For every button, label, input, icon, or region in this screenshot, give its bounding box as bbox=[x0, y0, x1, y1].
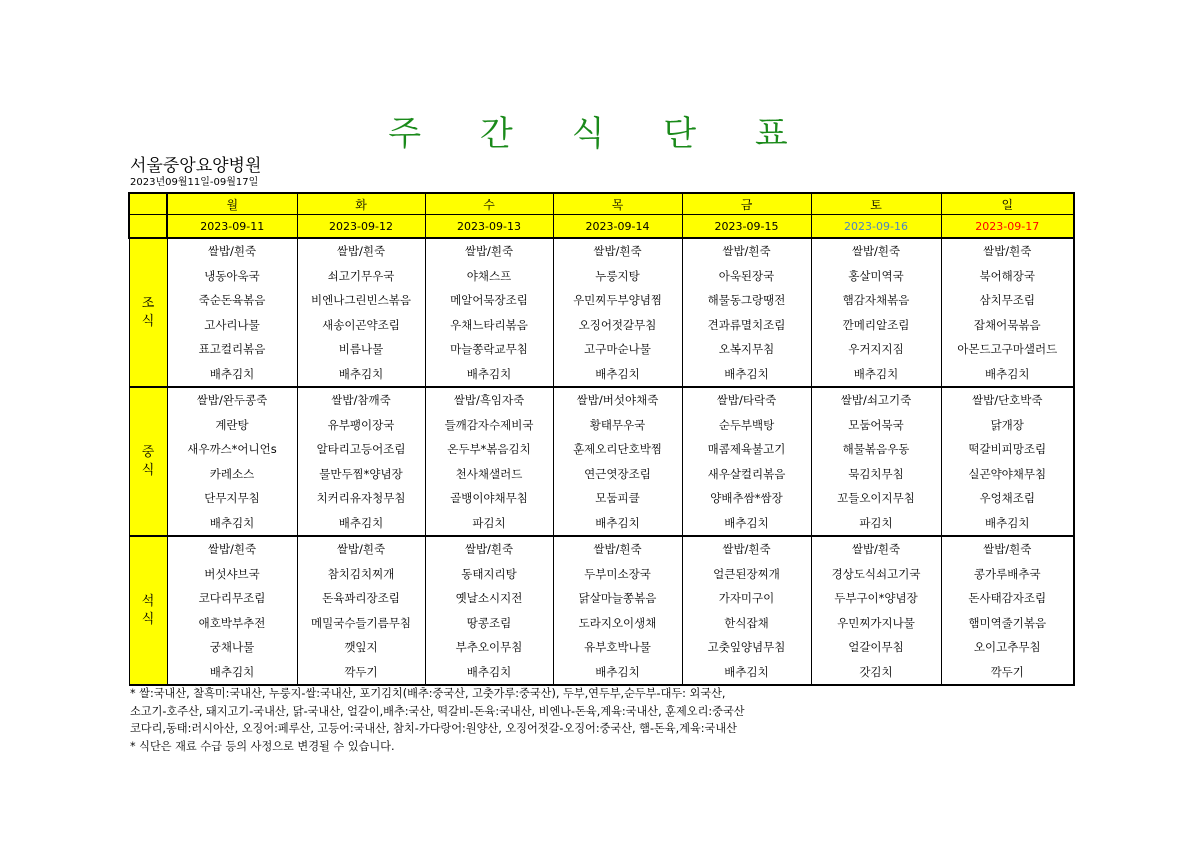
menu-item: 견과류멸치조림 bbox=[682, 313, 811, 338]
menu-item: 배추김치 bbox=[682, 660, 811, 686]
page-title: 주 간 식 단 표 bbox=[388, 114, 812, 154]
date-cell: 2023-09-17 bbox=[941, 215, 1074, 239]
menu-item: 마늘쫑락교무침 bbox=[425, 337, 553, 362]
day-name-cell: 토 bbox=[811, 193, 941, 215]
menu-item: 궁채나물 bbox=[167, 635, 297, 660]
meal-label bbox=[129, 238, 167, 387]
menu-item: 배추김치 bbox=[167, 511, 297, 537]
menu-item: 배추김치 bbox=[682, 362, 811, 388]
menu-item: 얼큰된장찌개 bbox=[682, 562, 811, 587]
menu-item: 모둠어묵국 bbox=[811, 413, 941, 438]
menu-item: 배추김치 bbox=[553, 660, 682, 686]
menu-item: 쌀밥/버섯야채죽 bbox=[553, 387, 682, 413]
menu-item: 파김치 bbox=[425, 511, 553, 537]
date-cell: 2023-09-12 bbox=[297, 215, 425, 239]
meal-label-char: 조 bbox=[141, 295, 155, 311]
menu-item: 훈제오리단호박찜 bbox=[553, 437, 682, 462]
weekly-menu-table bbox=[128, 192, 1075, 686]
menu-item: 깻잎지 bbox=[297, 635, 425, 660]
menu-item: 옛날소시지전 bbox=[425, 586, 553, 611]
menu-item: 오이고추무침 bbox=[941, 635, 1074, 660]
menu-item: 파김치 bbox=[811, 511, 941, 537]
menu-item: 새송이곤약조림 bbox=[297, 313, 425, 338]
menu-item: 고사리나물 bbox=[167, 313, 297, 338]
menu-item: 해물동그랑땡전 bbox=[682, 288, 811, 313]
menu-item: 쌀밥/흰죽 bbox=[297, 536, 425, 562]
date-cell: 2023-09-11 bbox=[167, 215, 297, 239]
menu-item: 햄미역줄기볶음 bbox=[941, 611, 1074, 636]
menu-item: 죽순돈육볶음 bbox=[167, 288, 297, 313]
menu-item: 배추김치 bbox=[553, 362, 682, 388]
menu-item: 떡갈비피망조림 bbox=[941, 437, 1074, 462]
menu-item: 실곤약야채무침 bbox=[941, 462, 1074, 487]
menu-item: 우엉채조림 bbox=[941, 486, 1074, 511]
menu-item: 닭개장 bbox=[941, 413, 1074, 438]
menu-item: 돈육꽈리장조림 bbox=[297, 586, 425, 611]
date-cell: 2023-09-13 bbox=[425, 215, 553, 239]
menu-item: 치커리유자청무침 bbox=[297, 486, 425, 511]
menu-row bbox=[129, 511, 1074, 537]
menu-item: 새우살컬리볶음 bbox=[682, 462, 811, 487]
menu-item: 콩가루배추국 bbox=[941, 562, 1074, 587]
menu-item: 냉동아욱국 bbox=[167, 264, 297, 289]
menu-item: 삼치무조림 bbox=[941, 288, 1074, 313]
menu-item: 유부팽이장국 bbox=[297, 413, 425, 438]
menu-item: 쌀밥/흰죽 bbox=[167, 238, 297, 264]
meal-label-char: 식 bbox=[141, 462, 155, 478]
note-line: * 쌀:국내산, 찰흑미:국내산, 누룽지-쌀:국내산, 포기김치(배추:중국산, 고춧가루:중국산), 두부,연두부,순두부-대두: 외국산, bbox=[130, 687, 726, 700]
menu-item: 버섯샤브국 bbox=[167, 562, 297, 587]
day-name-cell: 일 bbox=[941, 193, 1074, 215]
day-name-cell: 수 bbox=[425, 193, 553, 215]
menu-item: 배추김치 bbox=[425, 362, 553, 388]
menu-item: 온두부*볶음김치 bbox=[425, 437, 553, 462]
menu-item: 애호박부추전 bbox=[167, 611, 297, 636]
corner-cell bbox=[129, 193, 167, 215]
menu-item: 배추김치 bbox=[167, 660, 297, 686]
menu-item: 황태무우국 bbox=[553, 413, 682, 438]
menu-item: 닭살마늘쫑볶음 bbox=[553, 586, 682, 611]
day-name-cell: 화 bbox=[297, 193, 425, 215]
menu-item: 쌀밥/흰죽 bbox=[941, 536, 1074, 562]
menu-item: 홍살미역국 bbox=[811, 264, 941, 289]
menu-item: 오징어젓갈무침 bbox=[553, 313, 682, 338]
menu-item: 표고컬리볶음 bbox=[167, 337, 297, 362]
notes bbox=[130, 685, 745, 755]
menu-item: 쌀밥/흰죽 bbox=[167, 536, 297, 562]
menu-item: 동태지리탕 bbox=[425, 562, 553, 587]
menu-item: 쌀밥/흑임자죽 bbox=[425, 387, 553, 413]
menu-item: 쌀밥/완두콩죽 bbox=[167, 387, 297, 413]
menu-item: 누룽지탕 bbox=[553, 264, 682, 289]
menu-item: 쇠고기무우국 bbox=[297, 264, 425, 289]
menu-item: 쌀밥/흰죽 bbox=[682, 536, 811, 562]
meal-label bbox=[129, 387, 167, 536]
menu-item: 두부구이*양념장 bbox=[811, 586, 941, 611]
menu-item: 북어해장국 bbox=[941, 264, 1074, 289]
menu-item: 배추김치 bbox=[167, 362, 297, 388]
menu-item: 부추오이무침 bbox=[425, 635, 553, 660]
menu-row bbox=[129, 586, 1074, 611]
menu-row bbox=[129, 264, 1074, 289]
menu-item: 카레소스 bbox=[167, 462, 297, 487]
menu-item: 양배추쌈*쌈장 bbox=[682, 486, 811, 511]
note-line: * 식단은 재료 수급 등의 사정으로 변경될 수 있습니다. bbox=[130, 739, 395, 753]
day-name-cell: 월 bbox=[167, 193, 297, 215]
menu-item: 참치김치찌개 bbox=[297, 562, 425, 587]
menu-item: 비름나물 bbox=[297, 337, 425, 362]
menu-item: 우민찌가지나물 bbox=[811, 611, 941, 636]
menu-item: 우채느타리볶음 bbox=[425, 313, 553, 338]
menu-item: 도라지오이생채 bbox=[553, 611, 682, 636]
menu-item: 쌀밥/흰죽 bbox=[425, 536, 553, 562]
menu-item: 단무지무침 bbox=[167, 486, 297, 511]
menu-row bbox=[129, 562, 1074, 587]
menu-item: 쌀밥/흰죽 bbox=[811, 536, 941, 562]
day-name-cell: 금 bbox=[682, 193, 811, 215]
menu-item: 묵김치무침 bbox=[811, 462, 941, 487]
menu-item: 경상도식쇠고기국 bbox=[811, 562, 941, 587]
menu-item: 깐메리알조림 bbox=[811, 313, 941, 338]
menu-item: 쌀밥/흰죽 bbox=[297, 238, 425, 264]
note-line: 소고기-호주산, 돼지고기-국내산, 닭-국내산, 얼갈이,배추:국산, 떡갈비-돈육:국내산, 비엔나-돈육,계육:국내산, 훈제오리:중국산 bbox=[130, 704, 745, 718]
menu-item: 연근엿장조림 bbox=[553, 462, 682, 487]
date-cell: 2023-09-16 bbox=[811, 215, 941, 239]
menu-item: 쌀밥/흰죽 bbox=[425, 238, 553, 264]
menu-item: 고구마순나물 bbox=[553, 337, 682, 362]
menu-row bbox=[129, 387, 1074, 413]
menu-row bbox=[129, 288, 1074, 313]
menu-item: 잡채어묵볶음 bbox=[941, 313, 1074, 338]
menu-row bbox=[129, 238, 1074, 264]
menu-item: 골뱅이야채무침 bbox=[425, 486, 553, 511]
menu-item: 쌀밥/흰죽 bbox=[811, 238, 941, 264]
menu-item: 순두부백탕 bbox=[682, 413, 811, 438]
menu-item: 쌀밥/쇠고기죽 bbox=[811, 387, 941, 413]
menu-row bbox=[129, 462, 1074, 487]
menu-item: 야채스프 bbox=[425, 264, 553, 289]
menu-period: 2023년09월11일-09월17일 bbox=[130, 177, 259, 188]
menu-item: 쌀밥/흰죽 bbox=[553, 536, 682, 562]
menu-item: 메알어묵장조림 bbox=[425, 288, 553, 313]
menu-item: 아욱된장국 bbox=[682, 264, 811, 289]
date-header-row bbox=[129, 215, 1074, 239]
note-line: 코다리,동태:러시아산, 오징어:페루산, 고등어:국내산, 참치-가다랑어:원양산, 오징어젓갈-오징어:중국산, 햄-돈육,계육:국내산 bbox=[130, 722, 737, 735]
menu-item: 고춧잎양념무침 bbox=[682, 635, 811, 660]
meal-label bbox=[129, 536, 167, 685]
menu-item: 알타리고등어조림 bbox=[297, 437, 425, 462]
menu-row bbox=[129, 536, 1074, 562]
menu-item: 햄감자채볶음 bbox=[811, 288, 941, 313]
menu-item: 매콤제육불고기 bbox=[682, 437, 811, 462]
menu-item: 쌀밥/참깨죽 bbox=[297, 387, 425, 413]
meal-label-char: 석 bbox=[141, 593, 155, 609]
date-cell: 2023-09-14 bbox=[553, 215, 682, 239]
menu-item: 깍두기 bbox=[941, 660, 1074, 686]
corner-cell bbox=[129, 215, 167, 239]
meal-label-char: 식 bbox=[141, 611, 155, 627]
menu-body bbox=[129, 193, 1074, 685]
menu-item: 배추김치 bbox=[425, 660, 553, 686]
menu-item: 쌀밥/흰죽 bbox=[553, 238, 682, 264]
menu-item: 쌀밥/흰죽 bbox=[941, 238, 1074, 264]
menu-item: 배추김치 bbox=[941, 511, 1074, 537]
menu-item: 얼갈이무침 bbox=[811, 635, 941, 660]
menu-row bbox=[129, 362, 1074, 388]
menu-item: 비엔나그린빈스볶음 bbox=[297, 288, 425, 313]
menu-row bbox=[129, 635, 1074, 660]
menu-item: 갓김치 bbox=[811, 660, 941, 686]
menu-item: 배추김치 bbox=[553, 511, 682, 537]
menu-item: 배추김치 bbox=[297, 362, 425, 388]
day-header-row bbox=[129, 193, 1074, 215]
date-cell: 2023-09-15 bbox=[682, 215, 811, 239]
menu-item: 두부미소장국 bbox=[553, 562, 682, 587]
menu-item: 들깨감자수제비국 bbox=[425, 413, 553, 438]
menu-item: 땅콩조림 bbox=[425, 611, 553, 636]
menu-item: 천사채샐러드 bbox=[425, 462, 553, 487]
day-name-cell: 목 bbox=[553, 193, 682, 215]
menu-item: 아몬드고구마샐러드 bbox=[941, 337, 1074, 362]
meal-label-char: 식 bbox=[141, 313, 155, 329]
menu-item: 배추김치 bbox=[682, 511, 811, 537]
menu-item: 쌀밥/흰죽 bbox=[682, 238, 811, 264]
meal-label-char: 중 bbox=[141, 444, 155, 460]
menu-item: 우거지지짐 bbox=[811, 337, 941, 362]
menu-item: 한식잡채 bbox=[682, 611, 811, 636]
menu-row bbox=[129, 313, 1074, 338]
menu-row bbox=[129, 486, 1074, 511]
menu-row bbox=[129, 413, 1074, 438]
menu-row bbox=[129, 660, 1074, 686]
organization-name: 서울중앙요양병원 bbox=[130, 156, 262, 176]
menu-item: 꼬들오이지무침 bbox=[811, 486, 941, 511]
menu-item: 계란탕 bbox=[167, 413, 297, 438]
menu-item: 메밀국수들기름무침 bbox=[297, 611, 425, 636]
menu-item: 물만두찜*양념장 bbox=[297, 462, 425, 487]
menu-item: 유부호박나물 bbox=[553, 635, 682, 660]
menu-item: 배추김치 bbox=[941, 362, 1074, 388]
menu-item: 돈사태감자조림 bbox=[941, 586, 1074, 611]
menu-item: 쌀밥/단호박죽 bbox=[941, 387, 1074, 413]
menu-item: 새우까스*어니언s bbox=[167, 437, 297, 462]
menu-item: 쌀밥/타락죽 bbox=[682, 387, 811, 413]
menu-item: 코다리무조림 bbox=[167, 586, 297, 611]
menu-row bbox=[129, 337, 1074, 362]
menu-item: 배추김치 bbox=[811, 362, 941, 388]
menu-item: 해물볶음우동 bbox=[811, 437, 941, 462]
menu-item: 깍두기 bbox=[297, 660, 425, 686]
menu-row bbox=[129, 611, 1074, 636]
menu-item: 가자미구이 bbox=[682, 586, 811, 611]
menu-row bbox=[129, 437, 1074, 462]
menu-item: 우민찌두부양념찜 bbox=[553, 288, 682, 313]
menu-item: 오복지무침 bbox=[682, 337, 811, 362]
menu-item: 모둠피클 bbox=[553, 486, 682, 511]
menu-item: 배추김치 bbox=[297, 511, 425, 537]
